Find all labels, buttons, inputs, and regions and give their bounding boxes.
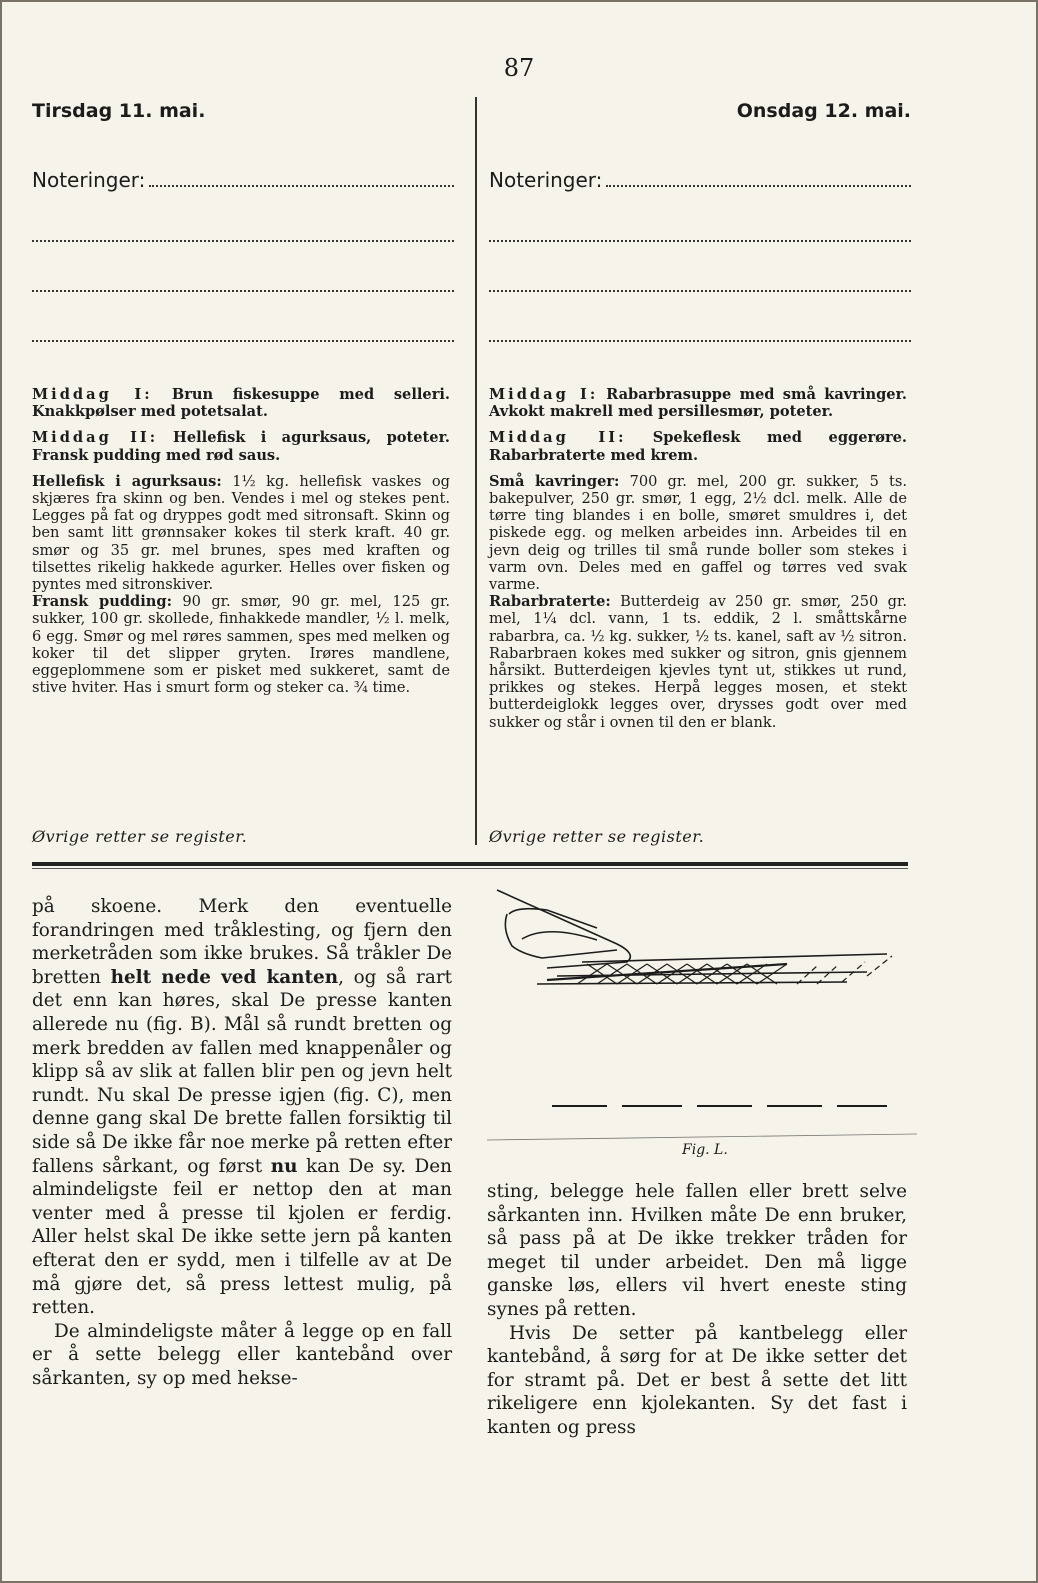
recipe-text: 700 gr. mel, 200 gr. sukker, 5 ts. bakepulver, 250 gr. smør, 1 egg, 2½ dcl. melk. Alle de tørre ting blandes i en bolle, smøret smuldres i, det piskede egg. og melken arbeides inn. Arbeides til en jevn deig og trilles til små runde boller som stekes i varm ovn. Deles med en gaffel og tørres ved svak varme. [489,472,908,594]
day-heading: Tirsdag 11. mai. [32,100,206,122]
notes-line [32,168,454,192]
recipe-title: Små kavringer: [489,472,620,490]
day-column-left [32,100,454,342]
column-divider [475,97,477,845]
middag-label: Middag I: [32,386,153,403]
day-column-right [489,100,911,342]
dotted-line [32,240,454,242]
dotted-line [489,290,911,292]
page-number: 87 [503,54,535,82]
ovrige-note: Øvrige retter se register. [32,827,248,846]
middag-label: Middag I: [489,386,599,403]
figure-caption: Fig. L. [682,1142,728,1158]
middag-text: Rabarbrasuppe med små kavringer. Avkokt makrell med persillesmør, poteter. [489,386,908,421]
body-paragraph: sting, belegge hele fallen eller brett selve sårkanten inn. Hvilken måte De enn bruker, så pass på at De ikke trekker tråden for meget til under arbeidet. Den må ligge ganske løs, ellers vil hvert eneste sting synes på retten. [487,1181,907,1320]
recipe-text: 1½ kg. hellefisk vaskes og skjæres fra skinn og ben. Vendes i mel og stekes pent. Legges på fat og dryppes godt med sitronsaft. Skinn og ben samt litt grønnsaker kokes til sterk kraft. 40 gr. smør og 35 gr. mel brunes, spes med kraften og tilsettes rikelig hakkede agurker. Helles over fisken og pyntes med sitronskiver. [32,472,450,594]
dotted-line [32,340,454,342]
recipe-title: Hellefisk i agurksaus: [32,472,222,490]
middag-text: Brun fiskesuppe med selleri. Knakkpølser med potetsalat. [32,386,451,421]
body-paragraph: De almindeligste måter å legge op en fall er å sette belegg eller kantebånd over sårkanten, sy op med hekse- [32,1320,452,1389]
dotted-line [489,240,911,242]
middag-label: Middag II: [489,429,627,447]
notes-label: Noteringer: [32,168,146,192]
hem-fold-figure [487,884,917,1154]
ovrige-note: Øvrige retter se register. [489,827,705,846]
recipes-right [489,386,907,731]
recipes-left [32,386,450,696]
dotted-line [489,340,911,342]
notes-label: Noteringer: [489,168,603,192]
day-heading: Onsdag 12. mai. [736,100,911,122]
dotted-fill [149,184,454,187]
recipe-title: Rabarbraterte: [489,593,611,611]
recipe-text: 90 gr. smør, 90 gr. mel, 125 gr. sukker, 100 gr. skollede, finhakkede mandler, ½ l. melk, 6 egg. Smør og mel røres sammen, spes med melken og koker til det slipper gryten. Irøres mandlene, eggeplommene som er pisket med sukkeret, samt de stive hviter. Has i smurt form og steker ca. ¾ time. [32,593,450,697]
body-paragraph: på skoene. Merk den eventuelle forandringen med tråklesting, og fjern den merketråden som ikke brukes. Så tråkler De bretten helt nede ved kanten, og så rart det enn kan høres, skal De presse kanten allerede nu (fig. B). Mål så rundt bretten og merk bredden av fallen med knappenåler og klipp så av slik at fallen blir pen og jevn helt rundt. Nu skal De presse igjen (fig. C), men denne gang skal De brette fallen forsiktig til side så De ikke får noe merke på retten efter fallens sårkant, og først nu kan De sy. Den almindeligste feil er nettop den at man venter med å presse til kjolen er ferdig. Aller helst skal De ikke sette jern på kanten efterat den er sydd, men i tilfelle av at De må gjøre det, så press lettest mulig, på retten. [32,896,453,1319]
notes-line [489,168,911,192]
recipe-title: Fransk pudding: [32,593,172,611]
dotted-fill [606,184,911,187]
middag-label: Middag II: [32,429,159,447]
middag-text: Spekeflesk med eggerøre. Rabarbraterte med krem. [489,429,908,464]
body-paragraph: Hvis De setter på kantbelegg eller kantebånd, å sørg for at De ikke setter det for stramt på. Det er best å sette det litt rikeligere enn kjolekanten. Sy det fast i kanten og press [487,1322,907,1438]
body-text-left [32,895,452,1390]
body-text-right [487,1180,907,1440]
dotted-line [32,290,454,292]
section-rule-thin [32,868,908,869]
recipe-text: Butterdeig av 250 gr. smør, 250 gr. mel, 1¼ dcl. vann, 1 ts. eddik, 2 l. småttskårne rabarbra, ca. ½ kg. sukker, ½ ts. kanel, saft av ½ sitron. Rabarbraen kokes med sukker og sitron, gnis gjennem hårsikt. Butterdeigen kjevles tynt ut, stikkes ut rund, prikkes og stekes. Herpå legges mosen, et stekt butterdeiglokk legges over, drysses godt over med sukker og står i ovnen til den er blank. [489,593,908,731]
section-rule [32,862,908,866]
middag-text: Hellefisk i agurksaus, poteter. Fransk pudding med rød saus. [32,429,451,464]
